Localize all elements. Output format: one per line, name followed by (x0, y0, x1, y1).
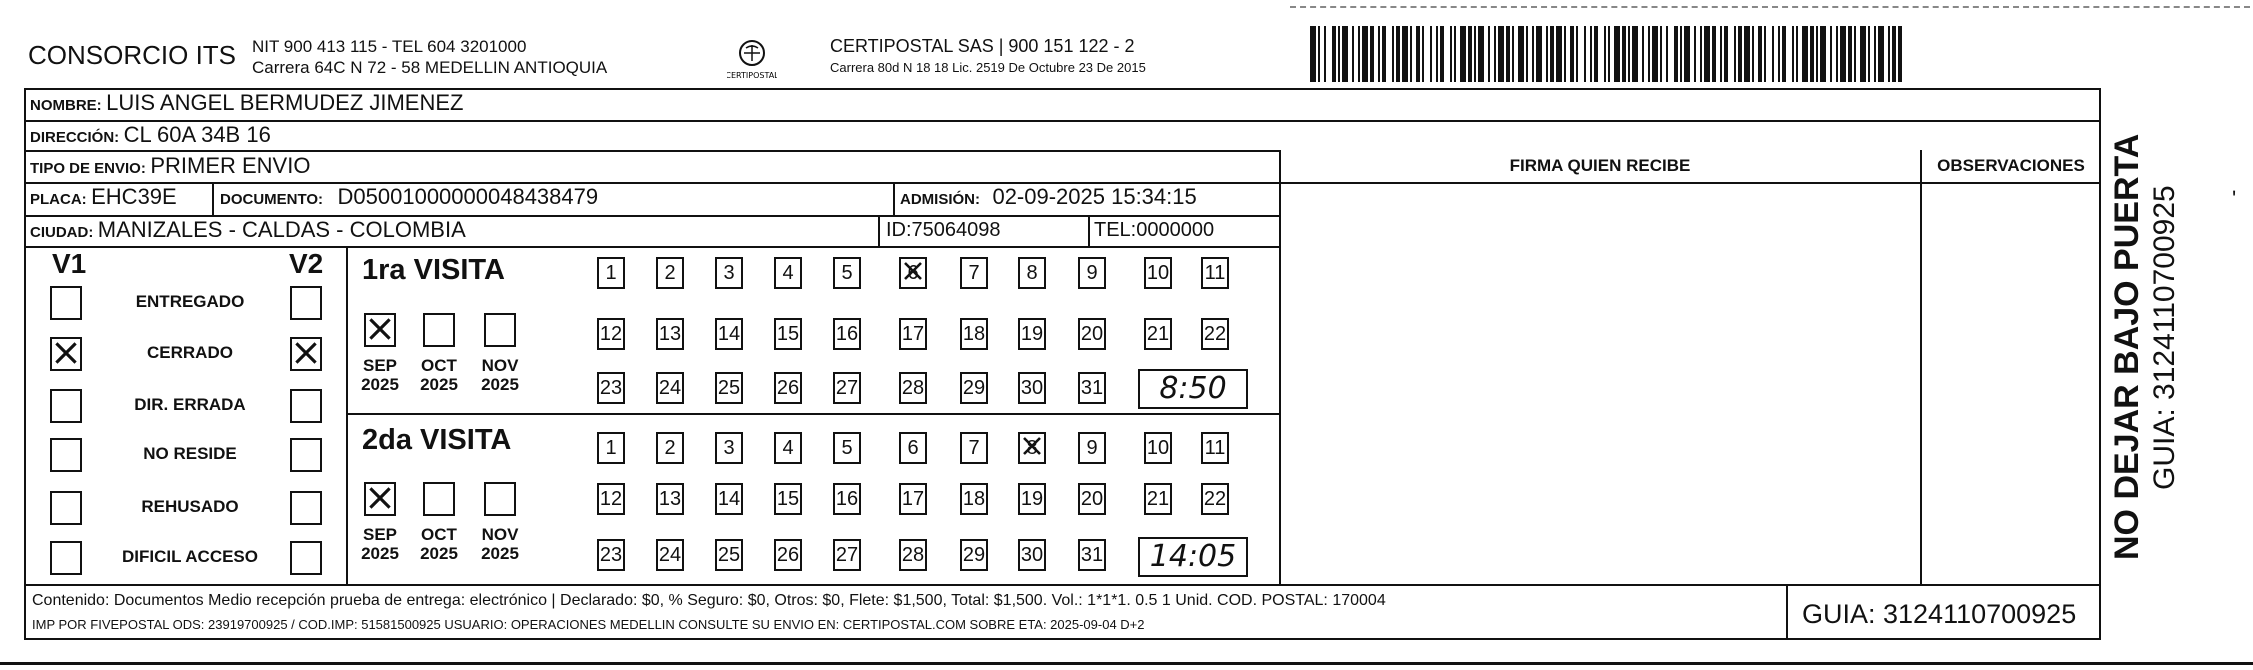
v1-checkbox[interactable] (50, 438, 82, 472)
day-box[interactable]: 12 (597, 483, 625, 515)
bottom-edge-line (0, 662, 2253, 665)
barcode-bar (1860, 26, 1866, 82)
barcode-bar (1840, 26, 1846, 82)
barcode-bar (1506, 26, 1510, 82)
barcode-bar (1608, 26, 1610, 82)
barcode-bar (1836, 26, 1838, 82)
barcode-bar (1820, 26, 1826, 82)
first-visit-time: 8:50 (1138, 369, 1248, 409)
documento-value: D05001000000048438479 (337, 184, 599, 209)
status-label: REHUSADO (141, 497, 239, 516)
footer-guia: GUIA: 3124110700925 (1802, 599, 2077, 629)
barcode-bar (1752, 26, 1754, 82)
footer-contents: Contenido: Documentos Medio recepción prueba de entrega: electrónico | Declarado: $0, % Seguro: $0, Otros: $0, Flete: $1,500, Total: $1,500. Vol.: 1*1*1. 0.5 1 Unid. COD. POSTAL: 170004 (32, 592, 1386, 609)
barcode-bar (1778, 26, 1780, 82)
barcode-bar (1652, 26, 1658, 82)
day-box[interactable]: 2 (656, 432, 684, 464)
v2-checkbox[interactable] (290, 389, 322, 423)
day-box[interactable]: 16 (833, 318, 861, 350)
day-box[interactable]: 4 (774, 432, 802, 464)
barcode-bar (1488, 26, 1490, 82)
day-box[interactable]: 20 (1078, 483, 1106, 515)
company-name: CONSORCIO ITS (28, 40, 237, 70)
month-label (353, 356, 407, 394)
month-year: 2025 (420, 544, 458, 563)
barcode-bar (1410, 26, 1412, 82)
logo-text: CERTIPOSTAL (727, 71, 777, 80)
barcode-bar (1614, 26, 1620, 82)
barcode-bar (1680, 26, 1682, 82)
barcode-bar (1712, 26, 1716, 82)
barcode-bar (1802, 26, 1808, 82)
barcode-bar (1422, 26, 1424, 82)
barcode-bar (1382, 26, 1386, 82)
barcode-bar (1764, 26, 1766, 82)
day-box[interactable]: 28 (899, 372, 927, 404)
nombre-label: NOMBRE: (30, 97, 102, 114)
barcode-bar (1474, 26, 1476, 82)
v1-checkbox[interactable] (50, 491, 82, 525)
observaciones-header: OBSERVACIONES (1937, 156, 2085, 175)
day-box[interactable]: 3 (715, 257, 743, 289)
nombre-row (30, 90, 464, 116)
v2-checkbox[interactable] (290, 286, 322, 320)
status-label: CERRADO (147, 343, 233, 362)
month-checkbox[interactable] (423, 482, 455, 516)
barcode-bar (1396, 26, 1400, 82)
day-box[interactable]: 30 (1018, 539, 1046, 571)
barcode-bar (1744, 26, 1750, 82)
barcode-bar (1738, 26, 1742, 82)
edge-mark: ʹ (2232, 186, 2237, 211)
signature-divider (1279, 150, 1281, 584)
v2-checkbox[interactable] (290, 337, 322, 371)
barcode-bar (1310, 26, 1316, 82)
day-box[interactable]: 10 (1144, 257, 1172, 289)
day-box[interactable] (899, 257, 927, 289)
day-box[interactable]: 27 (833, 372, 861, 404)
barcode-bar (1888, 26, 1890, 82)
month-year: 2025 (481, 375, 519, 394)
day-box[interactable]: 4 (774, 257, 802, 289)
barcode-bar (1576, 26, 1578, 82)
admision-row (900, 184, 1197, 210)
v1-checkbox[interactable] (50, 337, 82, 371)
day-box[interactable]: 12 (597, 318, 625, 350)
day-box[interactable]: 22 (1201, 483, 1229, 515)
observations-divider (1920, 150, 1922, 584)
day-box[interactable]: 31 (1078, 539, 1106, 571)
barcode-bar (1810, 26, 1814, 82)
tipo-row (30, 153, 310, 179)
day-box[interactable]: 7 (960, 432, 988, 464)
certipostal-address: Carrera 80d N 18 18 Lic. 2519 De Octubre 23 De 2015 (830, 60, 1146, 75)
footer-guia-divider (1786, 584, 1788, 640)
barcode-bar (1782, 26, 1786, 82)
barcode-bar (1370, 26, 1374, 82)
barcode-bar (1628, 26, 1630, 82)
col-divider (878, 215, 880, 246)
month-name: SEP (362, 356, 398, 375)
barcode-bar (1498, 26, 1504, 82)
month-label (412, 356, 466, 394)
day-box[interactable]: 28 (899, 539, 927, 571)
month-name: OCT (421, 356, 457, 375)
day-box[interactable]: 23 (597, 372, 625, 404)
month-checkbox[interactable] (484, 482, 516, 516)
day-box[interactable]: 1 (597, 432, 625, 464)
day-box[interactable]: 17 (899, 483, 927, 515)
barcode-bar (1648, 26, 1650, 82)
barcode-bar (1536, 26, 1542, 82)
day-box[interactable]: 29 (960, 539, 988, 571)
day-number: 8 (1026, 437, 1038, 459)
day-box[interactable]: 18 (960, 318, 988, 350)
day-box[interactable]: 20 (1078, 318, 1106, 350)
month-name: SEP (362, 525, 398, 544)
status-divider (346, 246, 348, 584)
barcode-bar (1564, 26, 1566, 82)
barcode-bar (1352, 26, 1354, 82)
ciudad-value: MANIZALES - CALDAS - COLOMBIA (97, 217, 466, 242)
barcode-bar (1454, 26, 1456, 82)
barcode-bar (1878, 26, 1884, 82)
barcode-bar (1704, 26, 1710, 82)
v1-checkbox[interactable] (50, 389, 82, 423)
barcode-bar (1854, 26, 1856, 82)
v2-checkbox[interactable] (290, 491, 322, 525)
day-box[interactable]: 27 (833, 539, 861, 571)
month-checkbox[interactable] (484, 313, 516, 347)
barcode-bar (1518, 26, 1524, 82)
barcode-bar (1666, 26, 1668, 82)
barcode-bar (1720, 26, 1722, 82)
barcode-bar (1570, 26, 1574, 82)
direccion-value: CL 60A 34B 16 (123, 122, 271, 147)
certipostal-logo (727, 36, 777, 82)
day-box[interactable]: 9 (1078, 257, 1106, 289)
barcode-bar (1622, 26, 1626, 82)
day-box[interactable]: 15 (774, 318, 802, 350)
day-box[interactable]: 7 (960, 257, 988, 289)
company-nit-tel: NIT 900 413 115 - TEL 604 3201000 (252, 37, 527, 56)
direccion-label: DIRECCIÓN: (30, 129, 120, 146)
month-year: 2025 (420, 375, 458, 394)
footer-divider (24, 584, 2101, 586)
placa-value: EHC39E (91, 184, 177, 209)
barcode-bar (1848, 26, 1852, 82)
barcode-bar (1468, 26, 1472, 82)
v1-checkbox[interactable] (50, 286, 82, 320)
month-year: 2025 (361, 375, 399, 394)
day-box[interactable]: 16 (833, 483, 861, 515)
day-box[interactable]: 13 (656, 318, 684, 350)
tipo-value: PRIMER ENVIO (150, 153, 311, 178)
month-year: 2025 (361, 544, 399, 563)
day-box[interactable]: 15 (774, 483, 802, 515)
ciudad-row (30, 217, 466, 243)
barcode-bar (1830, 26, 1832, 82)
tel-value: TEL:0000000 (1094, 219, 1215, 241)
status-label: NO RESIDE (143, 444, 237, 463)
barcode-bar (1660, 26, 1662, 82)
barcode-bar (1392, 26, 1394, 82)
month-label (473, 525, 527, 563)
status-label: DIFICIL ACCESO (121, 547, 258, 566)
documento-row (220, 184, 598, 210)
first-visit-label: 1ra VISITA (362, 254, 505, 286)
day-box[interactable]: 29 (960, 372, 988, 404)
barcode-bar (1796, 26, 1798, 82)
barcode-bar (1430, 26, 1432, 82)
row-divider (24, 120, 2101, 122)
barcode-bar (1892, 26, 1896, 82)
row-divider (24, 150, 1280, 152)
footer-print-info: IMP POR FIVEPOSTAL ODS: 23919700925 / COD.IMP: 51581500925 USUARIO: OPERACIONES MEDELLIN CONSULTE SU ENVIO EN: CERTIPOSTAL.COM SOBRE ETA: 2025-09-04 D+2 (32, 617, 1145, 632)
row-divider (24, 246, 1280, 248)
day-box[interactable]: 22 (1201, 318, 1229, 350)
col-divider (1088, 215, 1090, 246)
admision-value: 02-09-2025 15:34:15 (992, 184, 1197, 209)
barcode-bar (1898, 26, 1902, 82)
placa-row (30, 184, 177, 210)
barcode-bar (1402, 26, 1408, 82)
barcode-bar (1874, 26, 1876, 82)
certipostal-id: CERTIPOSTAL SAS | 900 151 122 - 2 (830, 36, 1135, 56)
day-box[interactable]: 18 (960, 483, 988, 515)
status-label: ENTREGADO (135, 292, 245, 311)
barcode-bar (1700, 26, 1702, 82)
month-name: NOV (481, 525, 519, 544)
barcode-bar (1816, 26, 1818, 82)
day-box[interactable]: 9 (1078, 432, 1106, 464)
month-checkbox[interactable] (423, 313, 455, 347)
day-box[interactable]: 2 (656, 257, 684, 289)
day-box[interactable]: 11 (1201, 257, 1229, 289)
barcode-bar (1436, 26, 1438, 82)
barcode-bar (1674, 26, 1678, 82)
day-box[interactable]: 25 (715, 372, 743, 404)
month-checkbox[interactable] (364, 482, 396, 516)
barcode-bar (1632, 26, 1638, 82)
month-name: NOV (481, 356, 519, 375)
barcode-bar (1512, 26, 1514, 82)
admision-label: ADMISIÓN: (900, 191, 980, 208)
direccion-row (30, 122, 271, 148)
day-box[interactable]: 31 (1078, 372, 1106, 404)
day-box[interactable]: 25 (715, 539, 743, 571)
month-year: 2025 (481, 544, 519, 563)
day-box[interactable]: 3 (715, 432, 743, 464)
month-label (473, 356, 527, 394)
side-guia: GUIA: 3124110700925 (2148, 185, 2181, 490)
barcode-bar (1694, 26, 1696, 82)
barcode-bar (1772, 26, 1774, 82)
day-box[interactable]: 11 (1201, 432, 1229, 464)
day-box[interactable]: 17 (899, 318, 927, 350)
second-visit-time: 14:05 (1138, 537, 1248, 577)
barcode-bar (1332, 26, 1336, 82)
v2-checkbox[interactable] (290, 541, 322, 575)
barcode-bar (1450, 26, 1452, 82)
nombre-value: LUIS ANGEL BERMUDEZ JIMENEZ (106, 90, 464, 115)
day-number: 6 (907, 262, 919, 284)
barcode (1310, 26, 1902, 82)
day-box[interactable]: 5 (833, 432, 861, 464)
barcode-bar (1440, 26, 1444, 82)
day-box[interactable]: 14 (715, 318, 743, 350)
barcode-bar (1792, 26, 1794, 82)
day-box[interactable]: 30 (1018, 372, 1046, 404)
barcode-bar (1324, 26, 1326, 82)
second-visit-label: 2da VISITA (362, 424, 512, 456)
barcode-bar (1758, 26, 1762, 82)
barcode-bar (1362, 26, 1368, 82)
day-box[interactable]: 6 (899, 432, 927, 464)
barcode-bar (1358, 26, 1360, 82)
barcode-bar (1416, 26, 1420, 82)
day-box[interactable]: 21 (1144, 318, 1172, 350)
day-box[interactable]: 19 (1018, 318, 1046, 350)
day-box[interactable]: 23 (597, 539, 625, 571)
barcode-bar (1868, 26, 1870, 82)
month-checkbox[interactable] (364, 313, 396, 347)
no-dejar-bajo-puerta: NO DEJAR BAJO PUERTA (2108, 133, 2146, 560)
day-box[interactable]: 21 (1144, 483, 1172, 515)
day-box[interactable]: 19 (1018, 483, 1046, 515)
barcode-bar (1590, 26, 1592, 82)
day-box[interactable]: 13 (656, 483, 684, 515)
barcode-bar (1494, 26, 1496, 82)
day-box[interactable]: 26 (774, 539, 802, 571)
barcode-bar (1532, 26, 1534, 82)
barcode-bar (1724, 26, 1728, 82)
day-box[interactable]: 8 (1018, 257, 1046, 289)
month-name: OCT (421, 525, 457, 544)
barcode-bar (1642, 26, 1644, 82)
barcode-bar (1556, 26, 1562, 82)
v2-header: V2 (289, 248, 324, 279)
barcode-bar (1378, 26, 1380, 82)
col-divider (212, 182, 214, 215)
ciudad-label: CIUDAD: (30, 224, 94, 241)
barcode-bar (1478, 26, 1484, 82)
day-box[interactable]: 5 (833, 257, 861, 289)
day-box[interactable]: 24 (656, 372, 684, 404)
month-label (412, 525, 466, 563)
barcode-bar (1460, 26, 1466, 82)
status-label: DIR. ERRADA (134, 395, 246, 414)
tipo-label: TIPO DE ENVIO: (30, 160, 146, 177)
barcode-bar (1338, 26, 1340, 82)
barcode-bar (1684, 26, 1690, 82)
top-dashed-line (1290, 6, 2250, 8)
barcode-bar (1318, 26, 1320, 82)
day-box[interactable]: 14 (715, 483, 743, 515)
barcode-bar (1546, 26, 1548, 82)
day-box[interactable]: 10 (1144, 432, 1172, 464)
day-box[interactable]: 1 (597, 257, 625, 289)
barcode-bar (1594, 26, 1598, 82)
col-divider (893, 182, 895, 215)
barcode-bar (1550, 26, 1554, 82)
month-label (353, 525, 407, 563)
documento-label: DOCUMENTO: (220, 191, 324, 208)
firma-header: FIRMA QUIEN RECIBE (1509, 156, 1691, 175)
placa-label: PLACA: (30, 191, 87, 208)
day-box[interactable]: 24 (656, 539, 684, 571)
day-box[interactable] (1018, 432, 1046, 464)
barcode-bar (1734, 26, 1736, 82)
company-address: Carrera 64C N 72 - 58 MEDELLIN ANTIOQUIA (252, 58, 608, 77)
barcode-bar (1604, 26, 1606, 82)
barcode-bar (1342, 26, 1348, 82)
v1-checkbox[interactable] (50, 541, 82, 575)
barcode-bar (1584, 26, 1586, 82)
day-box[interactable]: 26 (774, 372, 802, 404)
id-value: ID:75064098 (886, 219, 1001, 241)
barcode-bar (1526, 26, 1528, 82)
v2-checkbox[interactable] (290, 438, 322, 472)
visit-divider (348, 413, 1280, 415)
v1-header: V1 (52, 248, 87, 279)
